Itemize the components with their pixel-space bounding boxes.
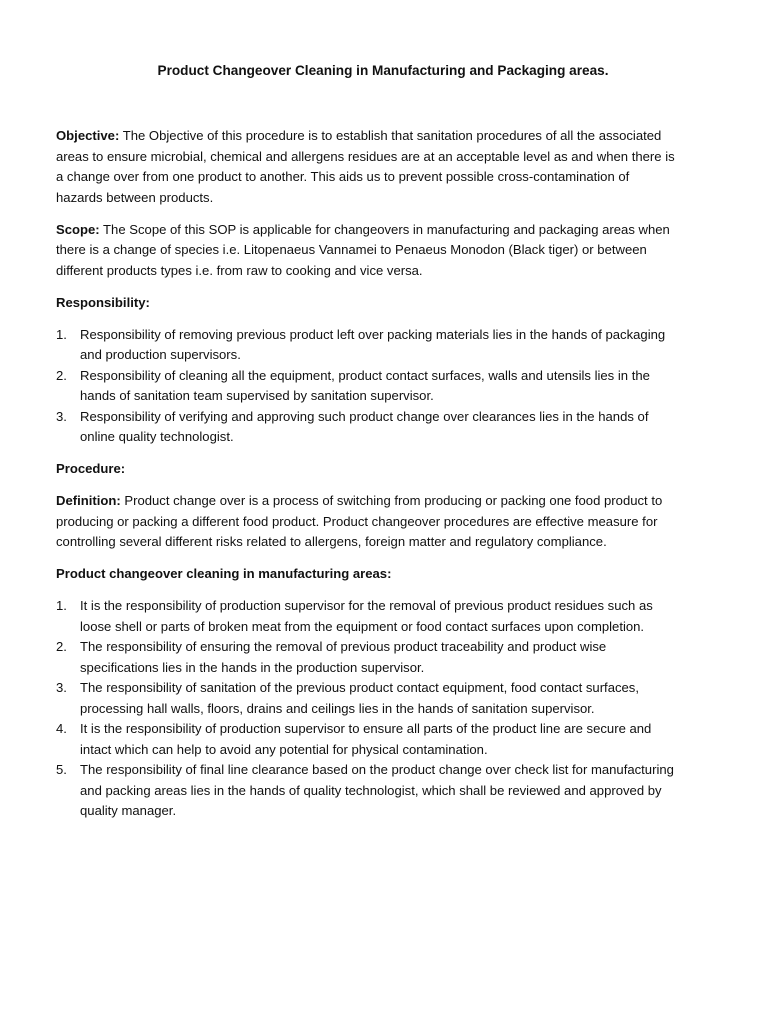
list-item-number: 1. bbox=[56, 598, 67, 613]
list-item-text: The responsibility of ensuring the removal of previous product traceability and product wise specifications lies in the hands in the production supervisor. bbox=[80, 639, 607, 675]
document-title: Product Changeover Cleaning in Manufacturing and Packaging areas. bbox=[157, 63, 609, 78]
list-item bbox=[56, 719, 676, 760]
list-item-text: Responsibility of removing previous product left over packing materials lies in the hands of packaging and production supervisors. bbox=[80, 326, 666, 362]
scope-label: Scope: bbox=[56, 221, 100, 237]
list-item-number: 3. bbox=[56, 408, 67, 424]
objective-paragraph bbox=[56, 126, 676, 208]
list-item-number: 1. bbox=[56, 326, 67, 342]
list-item-text: Responsibility of cleaning all the equipment, product contact surfaces, walls and utensils lies in the hands of sanitation team supervised by sanitation supervisor. bbox=[80, 367, 650, 403]
list-item-number: 2. bbox=[56, 639, 67, 654]
definition-label: Definition: bbox=[56, 493, 121, 508]
manufacturing-heading: Product changeover cleaning in manufacturing areas: bbox=[56, 566, 392, 581]
responsibility-list bbox=[56, 325, 676, 448]
responsibility-heading: Responsibility: bbox=[56, 294, 150, 310]
list-item-number: 5. bbox=[56, 762, 67, 777]
manufacturing-list bbox=[56, 596, 676, 822]
list-item bbox=[56, 637, 676, 678]
list-item-number: 2. bbox=[56, 367, 67, 383]
list-item-text: The responsibility of sanitation of the previous product contact equipment, food contact surfaces, processing hall walls, floors, drains and ceilings lies in the hands of sanitation supervisor. bbox=[80, 680, 639, 716]
list-item-text: It is the responsibility of production supervisor to ensure all parts of the product line are secure and intact which can help to avoid any potential for physical contamination. bbox=[80, 721, 652, 757]
list-item bbox=[56, 760, 676, 822]
list-item-number: 4. bbox=[56, 721, 67, 736]
list-item bbox=[56, 366, 676, 407]
list-item bbox=[56, 596, 676, 637]
list-item bbox=[56, 325, 676, 366]
procedure-heading: Procedure: bbox=[56, 461, 126, 476]
list-item-text: The responsibility of final line clearance based on the product change over check list for manufacturing and packing areas lies in the hands of quality technologist, which shall be reviewed and approved by quality manager. bbox=[80, 762, 674, 818]
list-item-number: 3. bbox=[56, 680, 67, 695]
definition-text: Product change over is a process of switching from producing or packing one food product to producing or packing a different food product. Product changeover procedures are effective measure for controlling several different risks related to allergens, foreign matter and regulatory compliance. bbox=[56, 493, 663, 549]
list-item bbox=[56, 678, 676, 719]
definition-paragraph bbox=[56, 491, 676, 553]
list-item-text: It is the responsibility of production supervisor for the removal of previous product residues such as loose shell or parts of broken meat from the equipment or food contact surfaces upon completion. bbox=[80, 598, 653, 634]
list-item-text: Responsibility of verifying and approving such product change over clearances lies in the hands of online quality technologist. bbox=[80, 408, 649, 444]
scope-paragraph bbox=[56, 220, 676, 282]
objective-label: Objective: bbox=[56, 128, 120, 143]
list-item bbox=[56, 407, 676, 448]
scope-text: The Scope of this SOP is applicable for changeovers in manufacturing and packaging areas when there is a change of species i.e. Litopenaeus Vannamei to Penaeus Monodon (Black tiger) or between different products types i.e. from raw to cooking and vice versa. bbox=[56, 221, 670, 278]
objective-text: The Objective of this procedure is to establish that sanitation procedures of all the associated areas to ensure microbial, chemical and allergens residues are at an acceptable level as and when there is a change over from one product to another. This aids us to prevent possible cross-contamination of hazards between products. bbox=[56, 128, 675, 205]
